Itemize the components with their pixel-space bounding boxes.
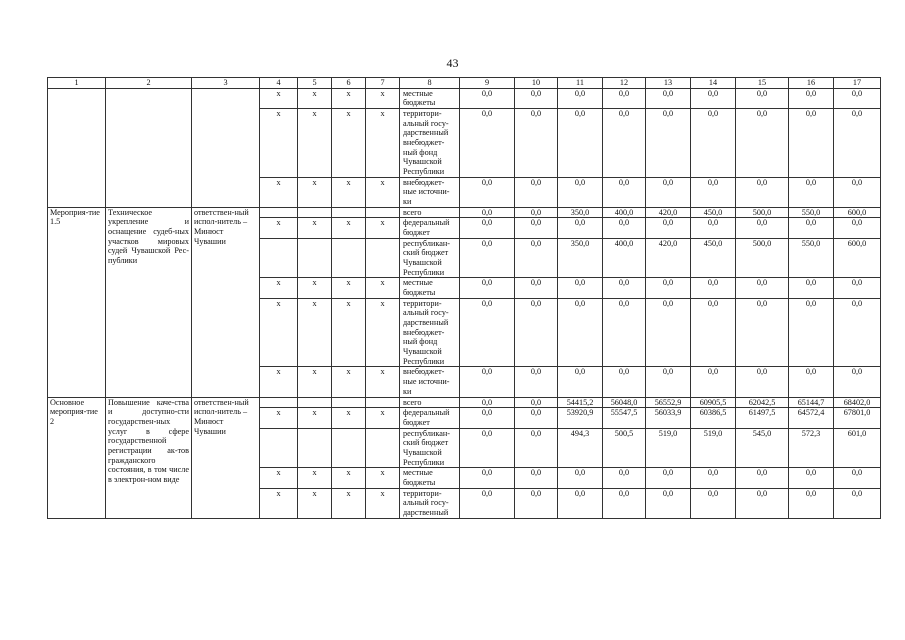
column-header: 17 — [834, 78, 881, 89]
code-cell — [260, 207, 298, 218]
code-cell: x — [260, 408, 298, 428]
code-cell: x — [260, 218, 298, 238]
column-header: 10 — [515, 78, 558, 89]
value-cell: 0,0 — [736, 367, 789, 397]
value-cell: 0,0 — [789, 109, 834, 178]
value-cell: 0,0 — [515, 298, 558, 367]
column-header: 12 — [603, 78, 646, 89]
value-cell: 0,0 — [646, 468, 691, 488]
code-cell: x — [298, 367, 332, 397]
code-cell: x — [332, 218, 366, 238]
table-row — [48, 88, 881, 108]
value-cell: 0,0 — [558, 177, 603, 207]
value-cell: 0,0 — [646, 218, 691, 238]
code-cell: x — [366, 367, 400, 397]
code-cell — [298, 238, 332, 278]
value-cell: 500,5 — [603, 428, 646, 468]
code-cell — [298, 428, 332, 468]
value-cell: 519,0 — [646, 428, 691, 468]
value-cell: 420,0 — [646, 238, 691, 278]
value-cell: 0,0 — [834, 218, 881, 238]
column-header: 16 — [789, 78, 834, 89]
funding-source-cell: внебюджет-ные источни-ки — [400, 177, 460, 207]
code-cell: x — [332, 367, 366, 397]
activity-name-cell — [106, 88, 192, 207]
value-cell: 0,0 — [515, 218, 558, 238]
value-cell: 0,0 — [515, 88, 558, 108]
value-cell: 0,0 — [558, 88, 603, 108]
value-cell: 550,0 — [789, 207, 834, 218]
value-cell: 0,0 — [691, 298, 736, 367]
value-cell: 67801,0 — [834, 408, 881, 428]
value-cell: 0,0 — [460, 207, 515, 218]
table-row — [48, 397, 881, 408]
value-cell: 0,0 — [789, 278, 834, 298]
value-cell: 0,0 — [558, 367, 603, 397]
value-cell: 0,0 — [460, 218, 515, 238]
value-cell: 0,0 — [691, 367, 736, 397]
column-header: 6 — [332, 78, 366, 89]
column-header: 4 — [260, 78, 298, 89]
code-cell: x — [332, 298, 366, 367]
table-body — [48, 88, 881, 518]
code-cell: x — [298, 468, 332, 488]
executor-cell — [192, 88, 260, 207]
funding-source-cell: территори-альный госу-дарственный внебюджет-ный фонд Чувашской Республики — [400, 109, 460, 178]
value-cell: 450,0 — [691, 207, 736, 218]
code-cell: x — [260, 88, 298, 108]
value-cell: 0,0 — [646, 298, 691, 367]
value-cell: 0,0 — [460, 298, 515, 367]
value-cell: 600,0 — [834, 207, 881, 218]
value-cell: 0,0 — [460, 488, 515, 518]
value-cell: 545,0 — [736, 428, 789, 468]
code-cell: x — [366, 218, 400, 238]
value-cell: 0,0 — [558, 298, 603, 367]
value-cell: 0,0 — [558, 278, 603, 298]
value-cell: 572,3 — [789, 428, 834, 468]
value-cell: 56048,0 — [603, 397, 646, 408]
funding-source-cell: территори-альный госу-дарственный — [400, 488, 460, 518]
value-cell: 0,0 — [834, 367, 881, 397]
value-cell: 0,0 — [646, 177, 691, 207]
value-cell: 0,0 — [558, 109, 603, 178]
value-cell: 68402,0 — [834, 397, 881, 408]
column-header: 13 — [646, 78, 691, 89]
value-cell: 0,0 — [646, 488, 691, 518]
value-cell: 0,0 — [691, 218, 736, 238]
value-cell: 0,0 — [736, 177, 789, 207]
code-cell: x — [298, 177, 332, 207]
value-cell: 0,0 — [460, 109, 515, 178]
value-cell: 0,0 — [736, 278, 789, 298]
value-cell: 0,0 — [603, 177, 646, 207]
value-cell: 0,0 — [646, 109, 691, 178]
code-cell: x — [366, 278, 400, 298]
value-cell: 0,0 — [515, 207, 558, 218]
value-cell: 0,0 — [460, 278, 515, 298]
code-cell — [260, 397, 298, 408]
code-cell: x — [366, 488, 400, 518]
funding-source-cell: республикан-ский бюджет Чувашской Республики — [400, 238, 460, 278]
value-cell: 56033,9 — [646, 408, 691, 428]
code-cell — [332, 397, 366, 408]
code-cell: x — [298, 109, 332, 178]
funding-source-cell: всего — [400, 207, 460, 218]
code-cell — [260, 238, 298, 278]
value-cell: 0,0 — [460, 428, 515, 468]
value-cell: 400,0 — [603, 207, 646, 218]
value-cell: 350,0 — [558, 238, 603, 278]
column-header: 1 — [48, 78, 106, 89]
code-cell: x — [332, 468, 366, 488]
code-cell: x — [366, 408, 400, 428]
value-cell: 0,0 — [789, 177, 834, 207]
funding-source-cell: местные бюджеты — [400, 468, 460, 488]
column-header: 11 — [558, 78, 603, 89]
value-cell: 0,0 — [460, 397, 515, 408]
value-cell: 0,0 — [603, 88, 646, 108]
value-cell: 0,0 — [558, 488, 603, 518]
value-cell: 0,0 — [691, 468, 736, 488]
value-cell: 0,0 — [736, 88, 789, 108]
value-cell: 400,0 — [603, 238, 646, 278]
value-cell: 0,0 — [789, 88, 834, 108]
value-cell: 0,0 — [834, 488, 881, 518]
value-cell: 0,0 — [646, 278, 691, 298]
column-header: 2 — [106, 78, 192, 89]
code-cell: x — [260, 278, 298, 298]
activity-name-cell: Повышение каче-ства и доступно-сти государствен-ных услуг в сфере государственной регистрации ак-тов гражданского состояния, в том числе в электрон-ном виде — [106, 397, 192, 518]
code-cell: x — [366, 88, 400, 108]
executor-cell: ответствен-ный испол-нитель – Минюст Чувашии — [192, 207, 260, 397]
value-cell: 0,0 — [691, 88, 736, 108]
table-header — [48, 78, 881, 89]
funding-source-cell: местные бюджеты — [400, 278, 460, 298]
code-cell: x — [260, 109, 298, 178]
value-cell: 0,0 — [789, 218, 834, 238]
value-cell: 0,0 — [515, 397, 558, 408]
value-cell: 62042,5 — [736, 397, 789, 408]
value-cell: 600,0 — [834, 238, 881, 278]
code-cell — [298, 397, 332, 408]
value-cell: 55547,5 — [603, 408, 646, 428]
value-cell: 0,0 — [691, 488, 736, 518]
value-cell: 61497,5 — [736, 408, 789, 428]
financing-table — [47, 77, 881, 519]
code-cell: x — [260, 177, 298, 207]
value-cell: 0,0 — [834, 298, 881, 367]
value-cell: 0,0 — [460, 238, 515, 278]
value-cell: 0,0 — [646, 367, 691, 397]
value-cell: 0,0 — [691, 109, 736, 178]
code-cell: x — [298, 488, 332, 518]
code-cell: x — [332, 278, 366, 298]
code-cell: x — [366, 468, 400, 488]
value-cell: 420,0 — [646, 207, 691, 218]
funding-source-cell: всего — [400, 397, 460, 408]
value-cell: 54415,2 — [558, 397, 603, 408]
value-cell: 0,0 — [603, 488, 646, 518]
code-cell — [332, 238, 366, 278]
value-cell: 0,0 — [515, 367, 558, 397]
value-cell: 0,0 — [603, 298, 646, 367]
value-cell: 494,3 — [558, 428, 603, 468]
value-cell: 0,0 — [603, 278, 646, 298]
column-header: 7 — [366, 78, 400, 89]
value-cell: 0,0 — [460, 408, 515, 428]
funding-source-cell: территори-альный госу-дарственный внебюджет-ный фонд Чувашской Республики — [400, 298, 460, 367]
code-cell — [366, 397, 400, 408]
table-row — [48, 207, 881, 218]
code-cell: x — [366, 298, 400, 367]
code-cell: x — [332, 488, 366, 518]
value-cell: 0,0 — [789, 367, 834, 397]
value-cell: 0,0 — [558, 468, 603, 488]
value-cell: 60386,5 — [691, 408, 736, 428]
value-cell: 64572,4 — [789, 408, 834, 428]
value-cell: 0,0 — [789, 488, 834, 518]
code-cell — [366, 428, 400, 468]
value-cell: 0,0 — [603, 109, 646, 178]
code-cell: x — [366, 177, 400, 207]
funding-source-cell: республикан-ский бюджет Чувашской Республики — [400, 428, 460, 468]
value-cell: 0,0 — [736, 468, 789, 488]
value-cell: 0,0 — [515, 278, 558, 298]
column-header: 15 — [736, 78, 789, 89]
code-cell: x — [366, 109, 400, 178]
value-cell: 56552,9 — [646, 397, 691, 408]
code-cell: x — [332, 177, 366, 207]
value-cell: 0,0 — [515, 408, 558, 428]
value-cell: 0,0 — [460, 88, 515, 108]
value-cell: 0,0 — [736, 218, 789, 238]
value-cell: 0,0 — [789, 468, 834, 488]
funding-source-cell: внебюджет-ные источни-ки — [400, 367, 460, 397]
activity-name-cell: Техническое укрепление и оснащение судеб-ных участков мировых судей Чувашской Рес-публики — [106, 207, 192, 397]
value-cell: 60905,5 — [691, 397, 736, 408]
value-cell: 0,0 — [691, 278, 736, 298]
value-cell: 0,0 — [460, 177, 515, 207]
value-cell: 500,0 — [736, 207, 789, 218]
page-number: 43 — [446, 56, 459, 70]
value-cell: 0,0 — [736, 488, 789, 518]
executor-cell: ответствен-ный испол-нитель – Минюст Чувашии — [192, 397, 260, 518]
code-cell: x — [332, 88, 366, 108]
code-cell: x — [298, 88, 332, 108]
code-cell — [260, 428, 298, 468]
value-cell: 0,0 — [603, 367, 646, 397]
value-cell: 0,0 — [460, 367, 515, 397]
column-header: 9 — [460, 78, 515, 89]
code-cell: x — [298, 298, 332, 367]
activity-code-cell — [48, 88, 106, 207]
activity-code-cell: Основное мероприя-тие 2 — [48, 397, 106, 518]
code-cell — [298, 207, 332, 218]
value-cell: 65144,7 — [789, 397, 834, 408]
value-cell: 0,0 — [515, 428, 558, 468]
funding-source-cell: федеральный бюджет — [400, 218, 460, 238]
value-cell: 0,0 — [691, 177, 736, 207]
value-cell: 550,0 — [789, 238, 834, 278]
value-cell: 0,0 — [460, 468, 515, 488]
funding-source-cell: местные бюджеты — [400, 88, 460, 108]
code-cell — [366, 238, 400, 278]
code-cell: x — [260, 367, 298, 397]
value-cell: 53920,9 — [558, 408, 603, 428]
value-cell: 519,0 — [691, 428, 736, 468]
funding-source-cell: федеральный бюджет — [400, 408, 460, 428]
code-cell: x — [298, 218, 332, 238]
value-cell: 0,0 — [515, 177, 558, 207]
value-cell: 0,0 — [834, 177, 881, 207]
code-cell: x — [298, 408, 332, 428]
column-header: 5 — [298, 78, 332, 89]
code-cell — [366, 207, 400, 218]
value-cell: 0,0 — [515, 468, 558, 488]
value-cell: 0,0 — [789, 298, 834, 367]
value-cell: 450,0 — [691, 238, 736, 278]
code-cell: x — [298, 278, 332, 298]
code-cell — [332, 207, 366, 218]
column-header: 14 — [691, 78, 736, 89]
code-cell: x — [260, 298, 298, 367]
code-cell: x — [332, 109, 366, 178]
column-header: 3 — [192, 78, 260, 89]
header-row — [48, 78, 881, 89]
code-cell: x — [260, 468, 298, 488]
code-cell — [332, 428, 366, 468]
value-cell: 0,0 — [736, 109, 789, 178]
code-cell: x — [260, 488, 298, 518]
value-cell: 0,0 — [736, 298, 789, 367]
value-cell: 0,0 — [603, 468, 646, 488]
value-cell: 0,0 — [834, 278, 881, 298]
value-cell: 0,0 — [558, 218, 603, 238]
value-cell: 0,0 — [515, 238, 558, 278]
value-cell: 0,0 — [834, 88, 881, 108]
value-cell: 601,0 — [834, 428, 881, 468]
value-cell: 500,0 — [736, 238, 789, 278]
value-cell: 0,0 — [515, 488, 558, 518]
value-cell: 350,0 — [558, 207, 603, 218]
column-header: 8 — [400, 78, 460, 89]
activity-code-cell: Мероприя-тие 1.5 — [48, 207, 106, 397]
value-cell: 0,0 — [834, 109, 881, 178]
value-cell: 0,0 — [834, 468, 881, 488]
value-cell: 0,0 — [603, 218, 646, 238]
code-cell: x — [332, 408, 366, 428]
value-cell: 0,0 — [515, 109, 558, 178]
value-cell: 0,0 — [646, 88, 691, 108]
